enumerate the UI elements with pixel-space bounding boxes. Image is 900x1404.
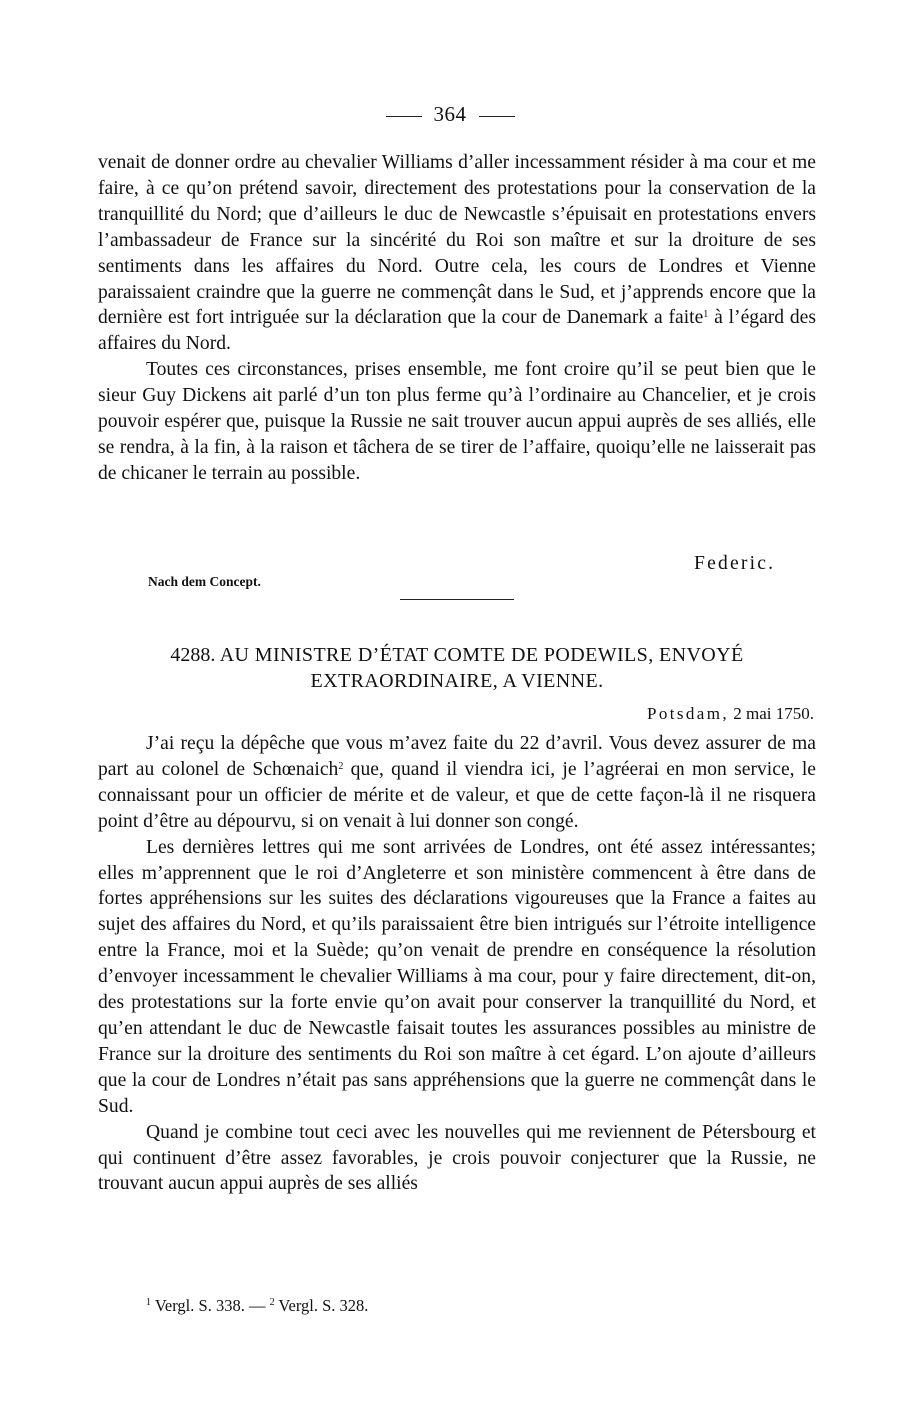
letter-title	[98, 642, 816, 694]
letter-title-line-1	[98, 642, 816, 668]
header-dash-right	[479, 116, 515, 117]
footnote-ref-1: 1	[703, 309, 709, 321]
footnote-mark-2: 2	[269, 1297, 275, 1308]
footnote-ref-2: 2	[338, 760, 344, 772]
section-divider	[400, 599, 514, 600]
footnote-2-text: Vergl. S. 328.	[274, 1296, 369, 1315]
letter-paragraph-1	[98, 731, 816, 835]
dateline-date: 2 mai 1750.	[733, 704, 814, 723]
header-dash-left	[386, 116, 422, 117]
footnote-1-text: Vergl. S. 338. —	[151, 1296, 270, 1315]
footnote-mark-1: 1	[146, 1297, 151, 1308]
continuation-p1-text: venait de donner ordre au chevalier Williams d’aller incessamment résider à ma cour et me faire, à ce qu’on prétend savoir, directement des protestations pour la conservation de la tranquillité du Nord; que d’ailleurs le duc de Newcastle s’épuisait en protestations envers l’ambassadeur de France sur la sincérité du Roi son maître et sur la droiture de ses sentiments dans les affaires du Nord. Outre cela, les cours de Londres et Vienne paraissaient craindre que la guerre ne commençât dans le Sud, et j’apprends encore que la dernière est fort intriguée sur la déclaration que la cour de Danemark a faite	[98, 152, 816, 329]
continuation-p1-end: à l’égard des affaires du Nord.	[98, 307, 817, 355]
footnotes	[146, 1296, 368, 1316]
source-note: Nach dem Concept.	[148, 574, 261, 589]
letter-paragraph-2: Les dernières lettres qui me sont arrivées de Londres, ont été assez intéressantes; elles m’apprennent que le roi d’Angleterre et son ministère commencent à être dans de fortes appréhensions sur les suites des déclarations vigoureuses que la France a faites au sujet des affaires du Nord, et qu’ils paraissaient être bien intrigués sur l’étroite intelligence entre la France, moi et la Suède; qu’on venait de prendre en conséquence la résolution d’envoyer incessamment le chevalier Williams à ma cour, pour y faire directement, dit-on, des protestations sur la forte envie qu’on avait pour conserver la tranquillité du Nord, et qu’en attendant le duc de Newcastle faisait toutes les assurances possibles au ministre de France sur la droiture des sentiments du Roi son maître à cet égard. L’on ajoute d’ailleurs que la cour de Londres n’était pas sans appréhensions que la guerre ne commençât dans le Sud.	[98, 836, 816, 1117]
letter-paragraph-3: Quand je combine tout ceci avec les nouvelles qui me reviennent de Pétersbourg et qui continuent d’être assez favorables, je crois pouvoir conjecturer que la Russie, ne trouvant aucun appui auprès de ses alliés	[98, 1121, 816, 1195]
letter-p1-text: J’ai reçu la dépêche que vous m’avez faite du 22 d’avril. Vous devez assurer de ma part au colonel de Schœnaich	[98, 733, 816, 780]
signature: Federic.	[694, 553, 776, 574]
letter-body	[98, 731, 816, 1197]
dateline-place: Potsdam,	[646, 704, 729, 723]
letter-p1-end: que, quand il viendra ici, je l’agréerai en mon service, le connaissant pour un officier de mérite et de valeur, et que de cette façon-là il ne risquera point d’être au dépourvu, si on venait à lui donner son congé.	[98, 758, 816, 832]
dateline	[647, 704, 814, 724]
continuation-paragraph-2: Toutes ces circonstances, prises ensemble, me font croire qu’il se peut bien que le sieur Guy Dickens ait parlé d’un ton plus ferme qu’à l’ordinaire au Chancelier, et je crois pouvoir espérer que, puisque la Russie ne sait trouver aucun appui auprès de ses alliés, elle se rendra, à la fin, à la raison et tâchera de se tirer de l’affaire, quoiqu’elle ne laisserait pas de chicaner le terrain au possible.	[98, 359, 816, 484]
continuation-text	[98, 150, 816, 487]
letter-title-line-2: EXTRAORDINAIRE, A VIENNE.	[310, 670, 604, 692]
page-header	[0, 102, 900, 127]
page-number: 364	[433, 102, 467, 126]
letter-addressee: AU MINISTRE D’ÉTAT COMTE DE PODEWILS, ENVOYÉ	[219, 644, 744, 666]
continuation-paragraph-1	[98, 150, 816, 357]
letter-number: 4288.	[170, 644, 216, 666]
